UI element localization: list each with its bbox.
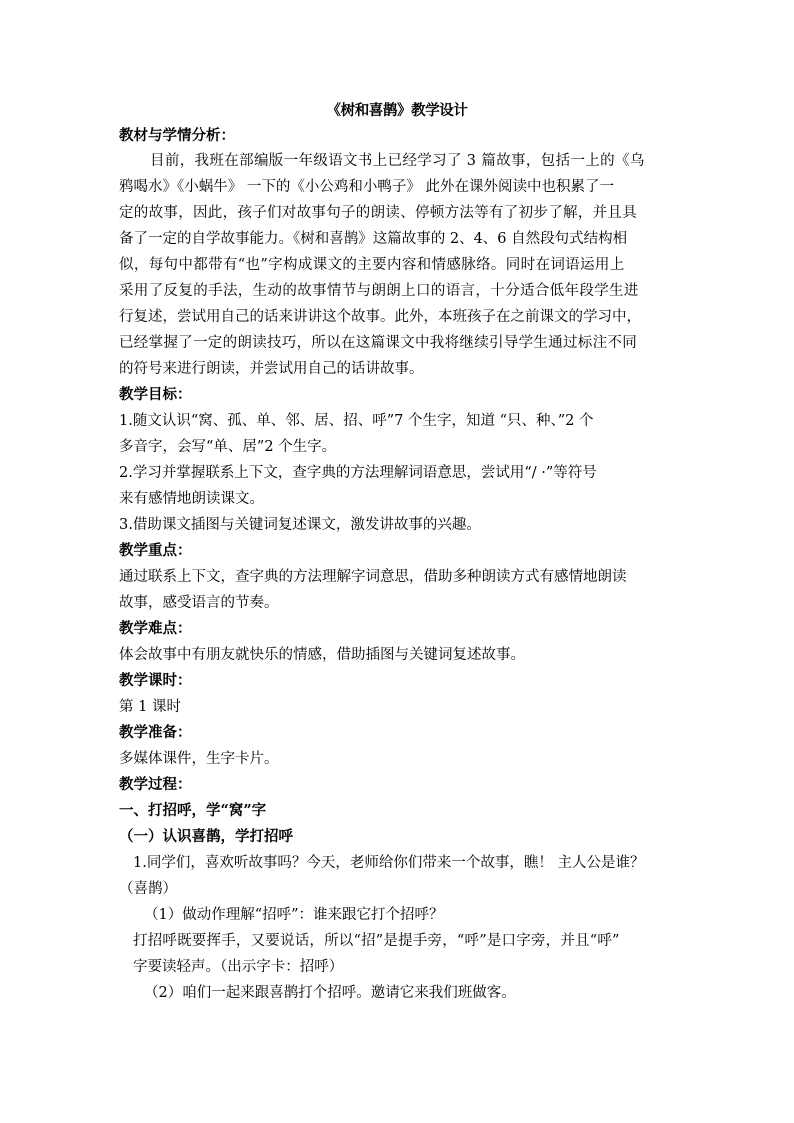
process-line: 1.同学们，喜欢听故事吗？今天，老师给你们带来一个故事，瞧！ 主人公是谁？	[133, 855, 645, 871]
process-line: 字要读轻声。（出示字卡：招呼）	[133, 959, 344, 975]
page-title: 《树和喜鹊》教学设计	[326, 102, 468, 119]
difficulties-line: 体会故事中有朋友就快乐的情感，借助插图与关键词复述故事。	[119, 647, 525, 663]
goals-line: 多音字，会写“单、居”2 个生字。	[119, 439, 337, 455]
analysis-line: 定的故事，因此，孩子们对故事句子的朗读、停顿方法等有了初步了解，并且具	[119, 205, 637, 221]
analysis-line: 采用了反复的手法，生动的故事情节与朗朗上口的语言，十分适合低年段学生进	[119, 283, 639, 299]
goals-line: 来有感情地朗读课文。	[119, 491, 264, 507]
key-points-heading: 教学重点：	[119, 542, 192, 559]
difficulties-heading: 教学难点：	[119, 620, 192, 637]
goals-line: 2.学习并掌握联系上下文，查字典的方法理解词语意思，尝试用“/ ·”等符号	[119, 465, 597, 481]
hours-heading: 教学课时：	[119, 672, 192, 689]
process-line: （1）做动作理解“招呼”：谁来跟它打个招呼？	[144, 907, 444, 923]
process-line: （喜鹊）	[119, 881, 177, 897]
hours-line: 第 1 课时	[119, 699, 181, 715]
analysis-line: 似，每句中都带有“也”字构成课文的主要内容和情感脉络。同时在词语运用上	[119, 257, 625, 273]
analysis-line: 已经掌握了一定的朗读技巧，所以在这篇课文中我将继续引导学生通过标注不同	[119, 335, 637, 351]
key-points-line: 故事，感受语言的节奏。	[119, 595, 279, 611]
analysis-line: 行复述，尝试用自己的话来讲讲这个故事。此外，本班孩子在之前课文的学习中，	[119, 309, 641, 325]
goals-line: 3.借助课文插图与关键词复述课文，激发讲故事的兴趣。	[119, 517, 481, 533]
process-section-1: 一、打招呼，学“窝”字	[119, 802, 267, 819]
goals-line: 1.随文认识“窝、孤、单、邻、居、招、呼”7 个生字，知道 “只、种、”2 个	[119, 413, 594, 429]
prep-heading: 教学准备：	[119, 724, 192, 741]
process-line: 打招呼既要挥手，又要说话，所以“招”是提手旁，“呼”是口字旁，并且“呼”	[133, 933, 620, 949]
process-heading: 教学过程：	[119, 776, 192, 793]
analysis-line: 备了一定的自学故事能力。《树和喜鹊》这篇故事的 2、4、6 自然段句式结构相	[119, 231, 628, 247]
analysis-heading: 教材与学情分析：	[119, 127, 235, 144]
process-line: （2）咱们一起来跟喜鹊打个招呼。邀请它来我们班做客。	[144, 985, 516, 1001]
analysis-line: 的符号来进行朗读，并尝试用自己的话讲故事。	[119, 361, 424, 377]
analysis-line: 鸦喝水》《小蜗牛》 一下的《小公鸡和小鸭子》 此外在课外阅读中也积累了一	[119, 179, 614, 195]
process-subsection-1: （一）认识喜鹊，学打招呼	[119, 828, 293, 845]
analysis-line: 目前，我班在部编版一年级语文书上已经学习了 3 篇故事，包括一上的《乌	[150, 153, 645, 169]
goals-heading: 教学目标：	[119, 386, 192, 403]
key-points-line: 通过联系上下文，查字典的方法理解字词意思，借助多种朗读方式有感情地朗读	[119, 569, 627, 585]
prep-line: 多媒体课件，生字卡片。	[119, 751, 279, 767]
